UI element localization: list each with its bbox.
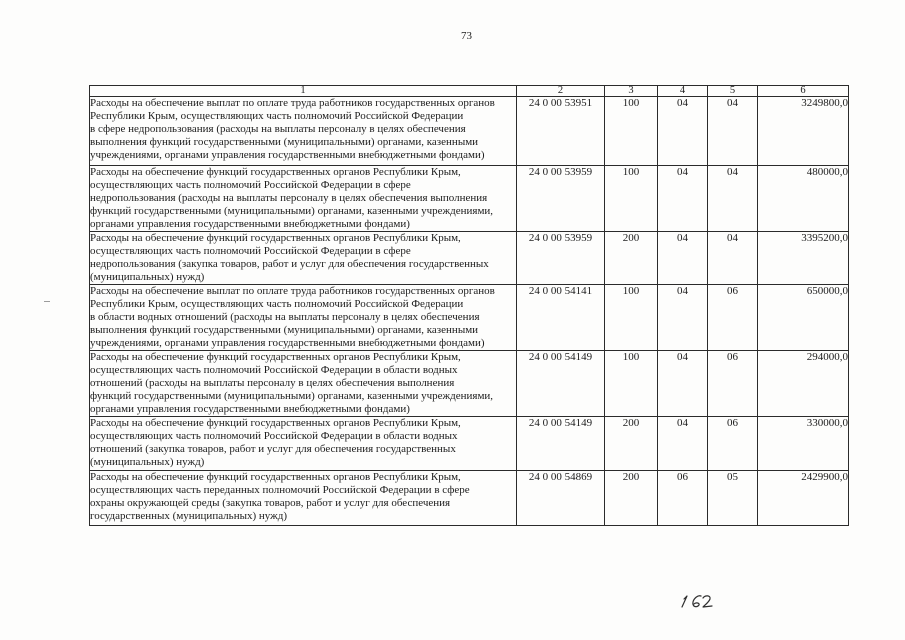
subsection-cell: 06 bbox=[708, 351, 758, 417]
description-cell bbox=[90, 166, 517, 232]
description-line: отношений (закупка товаров, работ и услуг для обеспечения государственных bbox=[90, 443, 456, 455]
description-cell bbox=[90, 471, 517, 526]
table-row bbox=[90, 285, 849, 351]
amount-cell: 650000,0 bbox=[758, 285, 849, 351]
subsection-cell: 05 bbox=[708, 471, 758, 526]
description-line: недропользования (расходы на выплаты персоналу в целях обеспечения выполнения bbox=[90, 192, 488, 204]
scan-speck bbox=[44, 301, 50, 302]
section-cell: 04 bbox=[658, 232, 708, 285]
column-number-3: 3 bbox=[605, 86, 658, 97]
section-cell: 04 bbox=[658, 417, 708, 471]
section-cell: 04 bbox=[658, 166, 708, 232]
description-line: органами управления государственными внебюджетными фондами) bbox=[90, 403, 410, 415]
description-cell bbox=[90, 351, 517, 417]
column-number-5: 5 bbox=[708, 86, 758, 97]
code-cell: 24 0 00 53959 bbox=[517, 166, 605, 232]
budget-table bbox=[89, 85, 849, 526]
table-header-row bbox=[90, 86, 849, 97]
description-line: (муниципальных) нужд) bbox=[90, 271, 205, 283]
description-line: осуществляющих часть переданных полномочий Российской Федерации в сфере bbox=[90, 484, 470, 496]
description-line: отношений (расходы на выплаты персоналу в целях обеспечения выполнения bbox=[90, 377, 455, 389]
expense-type-cell: 200 bbox=[605, 232, 658, 285]
table-row bbox=[90, 351, 849, 417]
description-line: Республики Крым, осуществляющих часть полномочий Российской Федерации bbox=[90, 110, 464, 122]
table-row bbox=[90, 471, 849, 526]
amount-cell: 330000,0 bbox=[758, 417, 849, 471]
description-line: выполнения функций государственными (муниципальными) органами, казенными bbox=[90, 136, 479, 148]
table-row bbox=[90, 232, 849, 285]
code-cell: 24 0 00 54141 bbox=[517, 285, 605, 351]
description-line: осуществляющих часть полномочий Российской Федерации в сфере bbox=[90, 179, 411, 191]
description-cell bbox=[90, 285, 517, 351]
subsection-cell: 06 bbox=[708, 285, 758, 351]
description-line: Расходы на обеспечение функций государственных органов Республики Крым, bbox=[90, 417, 461, 429]
handwritten-page-number bbox=[674, 590, 718, 612]
description-line: выполнения функций государственными (муниципальными) органами, казенными bbox=[90, 324, 479, 336]
description-cell bbox=[90, 417, 517, 471]
code-cell: 24 0 00 54869 bbox=[517, 471, 605, 526]
description-line: Расходы на обеспечение выплат по оплате труда работников государственных органов bbox=[90, 285, 495, 297]
expense-type-cell: 100 bbox=[605, 351, 658, 417]
description-line: Расходы на обеспечение функций государственных органов Республики Крым, bbox=[90, 166, 461, 178]
description-line: учреждениями, органами управления государственными внебюджетными фондами) bbox=[90, 337, 485, 349]
amount-cell: 3395200,0 bbox=[758, 232, 849, 285]
subsection-cell: 04 bbox=[708, 97, 758, 166]
description-line: Расходы на обеспечение функций государственных органов Республики Крым, bbox=[90, 232, 461, 244]
expense-type-cell: 100 bbox=[605, 285, 658, 351]
description-line: осуществляющих часть полномочий Российской Федерации в области водных bbox=[90, 364, 458, 376]
description-line: осуществляющих часть полномочий Российской Федерации в области водных bbox=[90, 430, 458, 442]
description-line: функций государственными (муниципальными) органами, казенными учреждениями, bbox=[90, 205, 494, 217]
description-line: органами управления государственными внебюджетными фондами) bbox=[90, 218, 410, 230]
section-cell: 04 bbox=[658, 351, 708, 417]
description-line: недропользования (закупка товаров, работ и услуг для обеспечения государственных bbox=[90, 258, 489, 270]
column-number-2: 2 bbox=[517, 86, 605, 97]
section-cell: 04 bbox=[658, 285, 708, 351]
description-line: Республики Крым, осуществляющих часть полномочий Российской Федерации bbox=[90, 298, 464, 310]
description-line: в сфере недропользования (расходы на выплаты персоналу в целях обеспечения bbox=[90, 123, 466, 135]
description-line: государственных (муниципальных) нужд) bbox=[90, 510, 287, 522]
description-line: функций государственными (муниципальными) органами, казенными учреждениями, bbox=[90, 390, 494, 402]
code-cell: 24 0 00 53951 bbox=[517, 97, 605, 166]
table-row bbox=[90, 417, 849, 471]
amount-cell: 3249800,0 bbox=[758, 97, 849, 166]
description-line: Расходы на обеспечение функций государственных органов Республики Крым, bbox=[90, 471, 461, 483]
table-row bbox=[90, 166, 849, 232]
amount-cell: 2429900,0 bbox=[758, 471, 849, 526]
subsection-cell: 06 bbox=[708, 417, 758, 471]
description-line: Расходы на обеспечение функций государственных органов Республики Крым, bbox=[90, 351, 461, 363]
description-cell bbox=[90, 97, 517, 166]
code-cell: 24 0 00 54149 bbox=[517, 417, 605, 471]
description-line: (муниципальных) нужд) bbox=[90, 456, 205, 468]
column-number-6: 6 bbox=[758, 86, 849, 97]
expense-type-cell: 200 bbox=[605, 471, 658, 526]
description-cell bbox=[90, 232, 517, 285]
column-number-4: 4 bbox=[658, 86, 708, 97]
description-line: Расходы на обеспечение выплат по оплате труда работников государственных органов bbox=[90, 97, 495, 109]
section-cell: 06 bbox=[658, 471, 708, 526]
amount-cell: 294000,0 bbox=[758, 351, 849, 417]
description-line: охраны окружающей среды (закупка товаров, работ и услуг для обеспечения bbox=[90, 497, 451, 509]
description-line: в области водных отношений (расходы на выплаты персоналу в целях обеспечения bbox=[90, 311, 480, 323]
description-line: учреждениями, органами управления государственными внебюджетными фондами) bbox=[90, 149, 485, 161]
section-cell: 04 bbox=[658, 97, 708, 166]
code-cell: 24 0 00 54149 bbox=[517, 351, 605, 417]
expense-type-cell: 100 bbox=[605, 166, 658, 232]
description-line: осуществляющих часть полномочий Российской Федерации в сфере bbox=[90, 245, 411, 257]
page-number: 73 bbox=[461, 30, 472, 42]
subsection-cell: 04 bbox=[708, 232, 758, 285]
expense-type-cell: 100 bbox=[605, 97, 658, 166]
code-cell: 24 0 00 53959 bbox=[517, 232, 605, 285]
amount-cell: 480000,0 bbox=[758, 166, 849, 232]
expense-type-cell: 200 bbox=[605, 417, 658, 471]
column-number-1: 1 bbox=[90, 86, 517, 97]
subsection-cell: 04 bbox=[708, 166, 758, 232]
table-row bbox=[90, 97, 849, 166]
